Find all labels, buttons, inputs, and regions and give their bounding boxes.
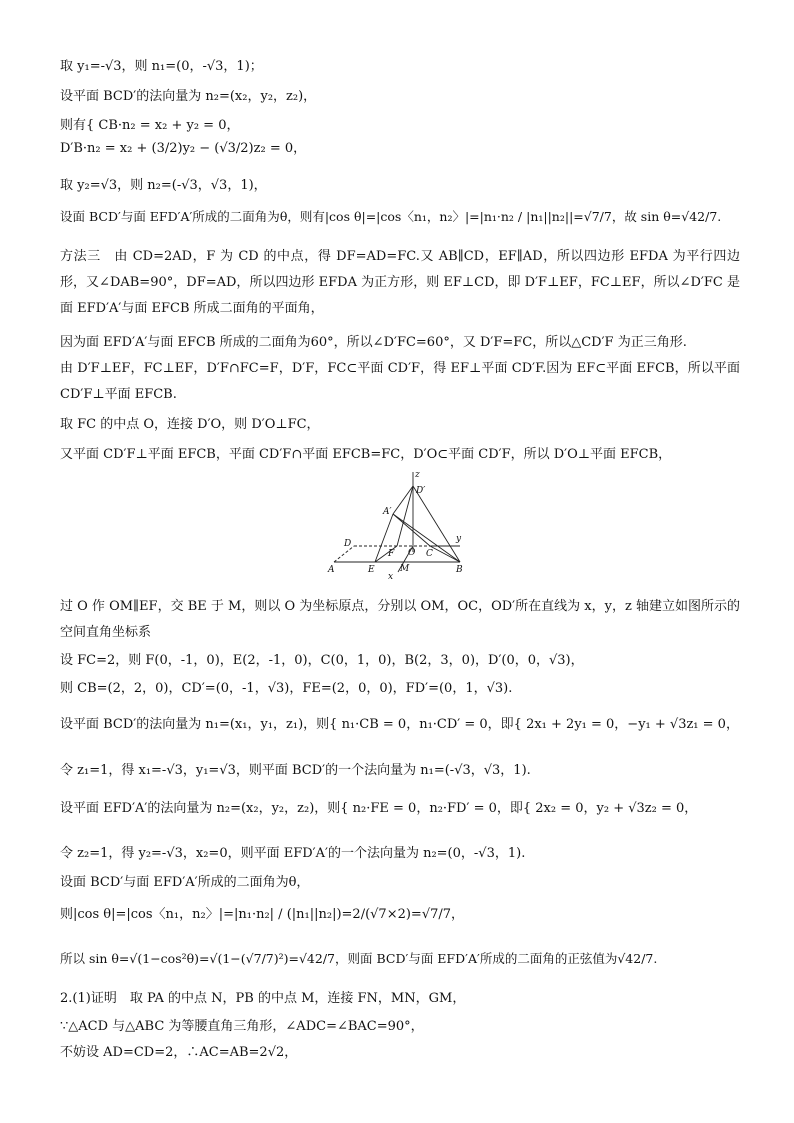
label-M: M xyxy=(400,564,410,574)
text-line: 设面 BCD′与面 EFD′A′所成的二面角为θ， xyxy=(60,875,310,890)
text-line: 则|cos θ|=|cos〈n₁，n₂〉|=|n₁·n₂| / (|n₁||n₂|)=2/(√7×2)=√7/7， xyxy=(60,907,465,922)
label-D: D xyxy=(344,539,352,549)
label-E: E xyxy=(368,565,375,575)
text-line: 取 y₂=√3，则 n₂=(-√3，√3，1)， xyxy=(60,178,267,193)
text-line: 设 FC=2，则 F(0，-1，0)，E(2，-1，0)，C(0，1，0)，B(2，3，0)，D′(0，0，√3)， xyxy=(60,653,584,668)
label-F: F xyxy=(388,549,395,559)
text-line: 不妨设 AD=CD=2，∴AC=AB=2√2， xyxy=(60,1045,298,1060)
text-line: 令 z₁=1，得 x₁=-√3，y₁=√3，则平面 BCD′的一个法向量为 n₁=(-√3，√3，1). xyxy=(60,763,531,778)
label-x: x xyxy=(388,572,394,582)
paragraph: 由 D′F⊥EF，FC⊥EF，D′F∩FC=F，D′F，FC⊂平面 CD′F，得 EF⊥平面 CD′F.因为 EF⊂平面 EFCB，所以平面 CD′F⊥平面 EFCB. xyxy=(60,361,740,402)
text-line: 则 CB=(2，2，0)，CD′=(0，-1，√3)，FE=(2，0，0)，FD′=(0，1，√3). xyxy=(60,681,513,696)
coordinate-figure xyxy=(320,468,480,584)
text-line: 所以 sin θ=√(1−cos²θ)=√(1−(√7/7)²)=√42/7，则面 BCD′与面 EFD′A′所成的二面角的正弦值为√42/7. xyxy=(60,951,658,966)
label-C: C xyxy=(426,549,433,559)
text-line: 设平面 BCD′的法向量为 n₂=(x₂，y₂，z₂)， xyxy=(60,89,317,104)
text-line: 设面 BCD′与面 EFD′A′所成的二面角为θ，则有|cos θ|=|cos〈n₁，n₂〉|=|n₁·n₂ / |n₁||n₂||=√7/7，故 sin θ=√42/7. xyxy=(60,209,722,224)
paragraph: 因为面 EFD′A′与面 EFCB 所成的二面角为60°，所以∠D′FC=60°，又 D′F=FC，所以△CD′F 为正三角形. xyxy=(60,335,687,350)
paragraph: 过 O 作 OM∥EF，交 BE 于 M，则以 O 为坐标原点，分别以 OM，OC，OD′所在直线为 x，y，z 轴建立如图所示的空间直角坐标系 xyxy=(60,599,740,640)
label-A: A xyxy=(328,565,335,575)
label-D-prime: D′ xyxy=(416,486,426,496)
label-y: y xyxy=(456,534,462,544)
text-line: 2.(1)证明 取 PA 的中点 N，PB 的中点 M，连接 FN，MN，GM， xyxy=(60,991,466,1006)
text-line: ∵△ACD 与△ABC 为等腰直角三角形，∠ADC=∠BAC=90°， xyxy=(60,1019,424,1034)
edge-A-prime-D-prime xyxy=(393,486,413,514)
text-line: 又平面 CD′F⊥平面 EFCB，平面 CD′F∩平面 EFCB=FC，D′O⊂平面 CD′F，所以 D′O⊥平面 EFCB， xyxy=(60,447,672,462)
text-line: D′B·n₂ = x₂ + (3/2)y₂ − (√3/2)z₂ = 0， xyxy=(60,141,307,156)
text-line: 取 y₁=-√3，则 n₁=(0，-√3，1)； xyxy=(60,59,263,74)
label-A-prime: A′ xyxy=(383,507,392,517)
edge-D-prime-B xyxy=(413,486,460,562)
paragraph-method-three: 方法三 由 CD=2AD，F 为 CD 的中点，得 DF=AD=FC.又 AB∥CD，EF∥AD，所以四边形 EFDA 为平行四边形，又∠DAB=90°，DF=AD，所以四边形 EFDA 为正方形，则 EF⊥CD，即 D′F⊥EF，FC⊥EF，所以∠D′FC 是面 EFD′A′与面 EFCB 所成二面角的平面角， xyxy=(60,249,740,316)
label-z: z xyxy=(415,470,420,480)
text-line: 设平面 BCD′的法向量为 n₁=(x₁，y₁，z₁)，则{ n₁·CB = 0，n₁·CD′ = 0，即{ 2x₁ + 2y₁ = 0，−y₁ + √3z₁ = 0， xyxy=(60,717,739,732)
text-line: 设平面 EFD′A′的法向量为 n₂=(x₂，y₂，z₂)，则{ n₂·FE = 0，n₂·FD′ = 0，即{ 2x₂ = 0，y₂ + √3z₂ = 0， xyxy=(60,801,698,816)
text-line: 则有{ CB·n₂ = x₂ + y₂ = 0， xyxy=(60,118,240,133)
label-B: B xyxy=(456,565,463,575)
label-O: O xyxy=(408,548,416,558)
edge-D-prime-F xyxy=(397,486,413,546)
text-line: 令 z₂=1，得 y₂=-√3，x₂=0，则平面 EFD′A′的一个法向量为 n₂=(0，-√3，1). xyxy=(60,846,526,861)
text-line: 取 FC 的中点 O，连接 D′O，则 D′O⊥FC， xyxy=(60,417,320,432)
